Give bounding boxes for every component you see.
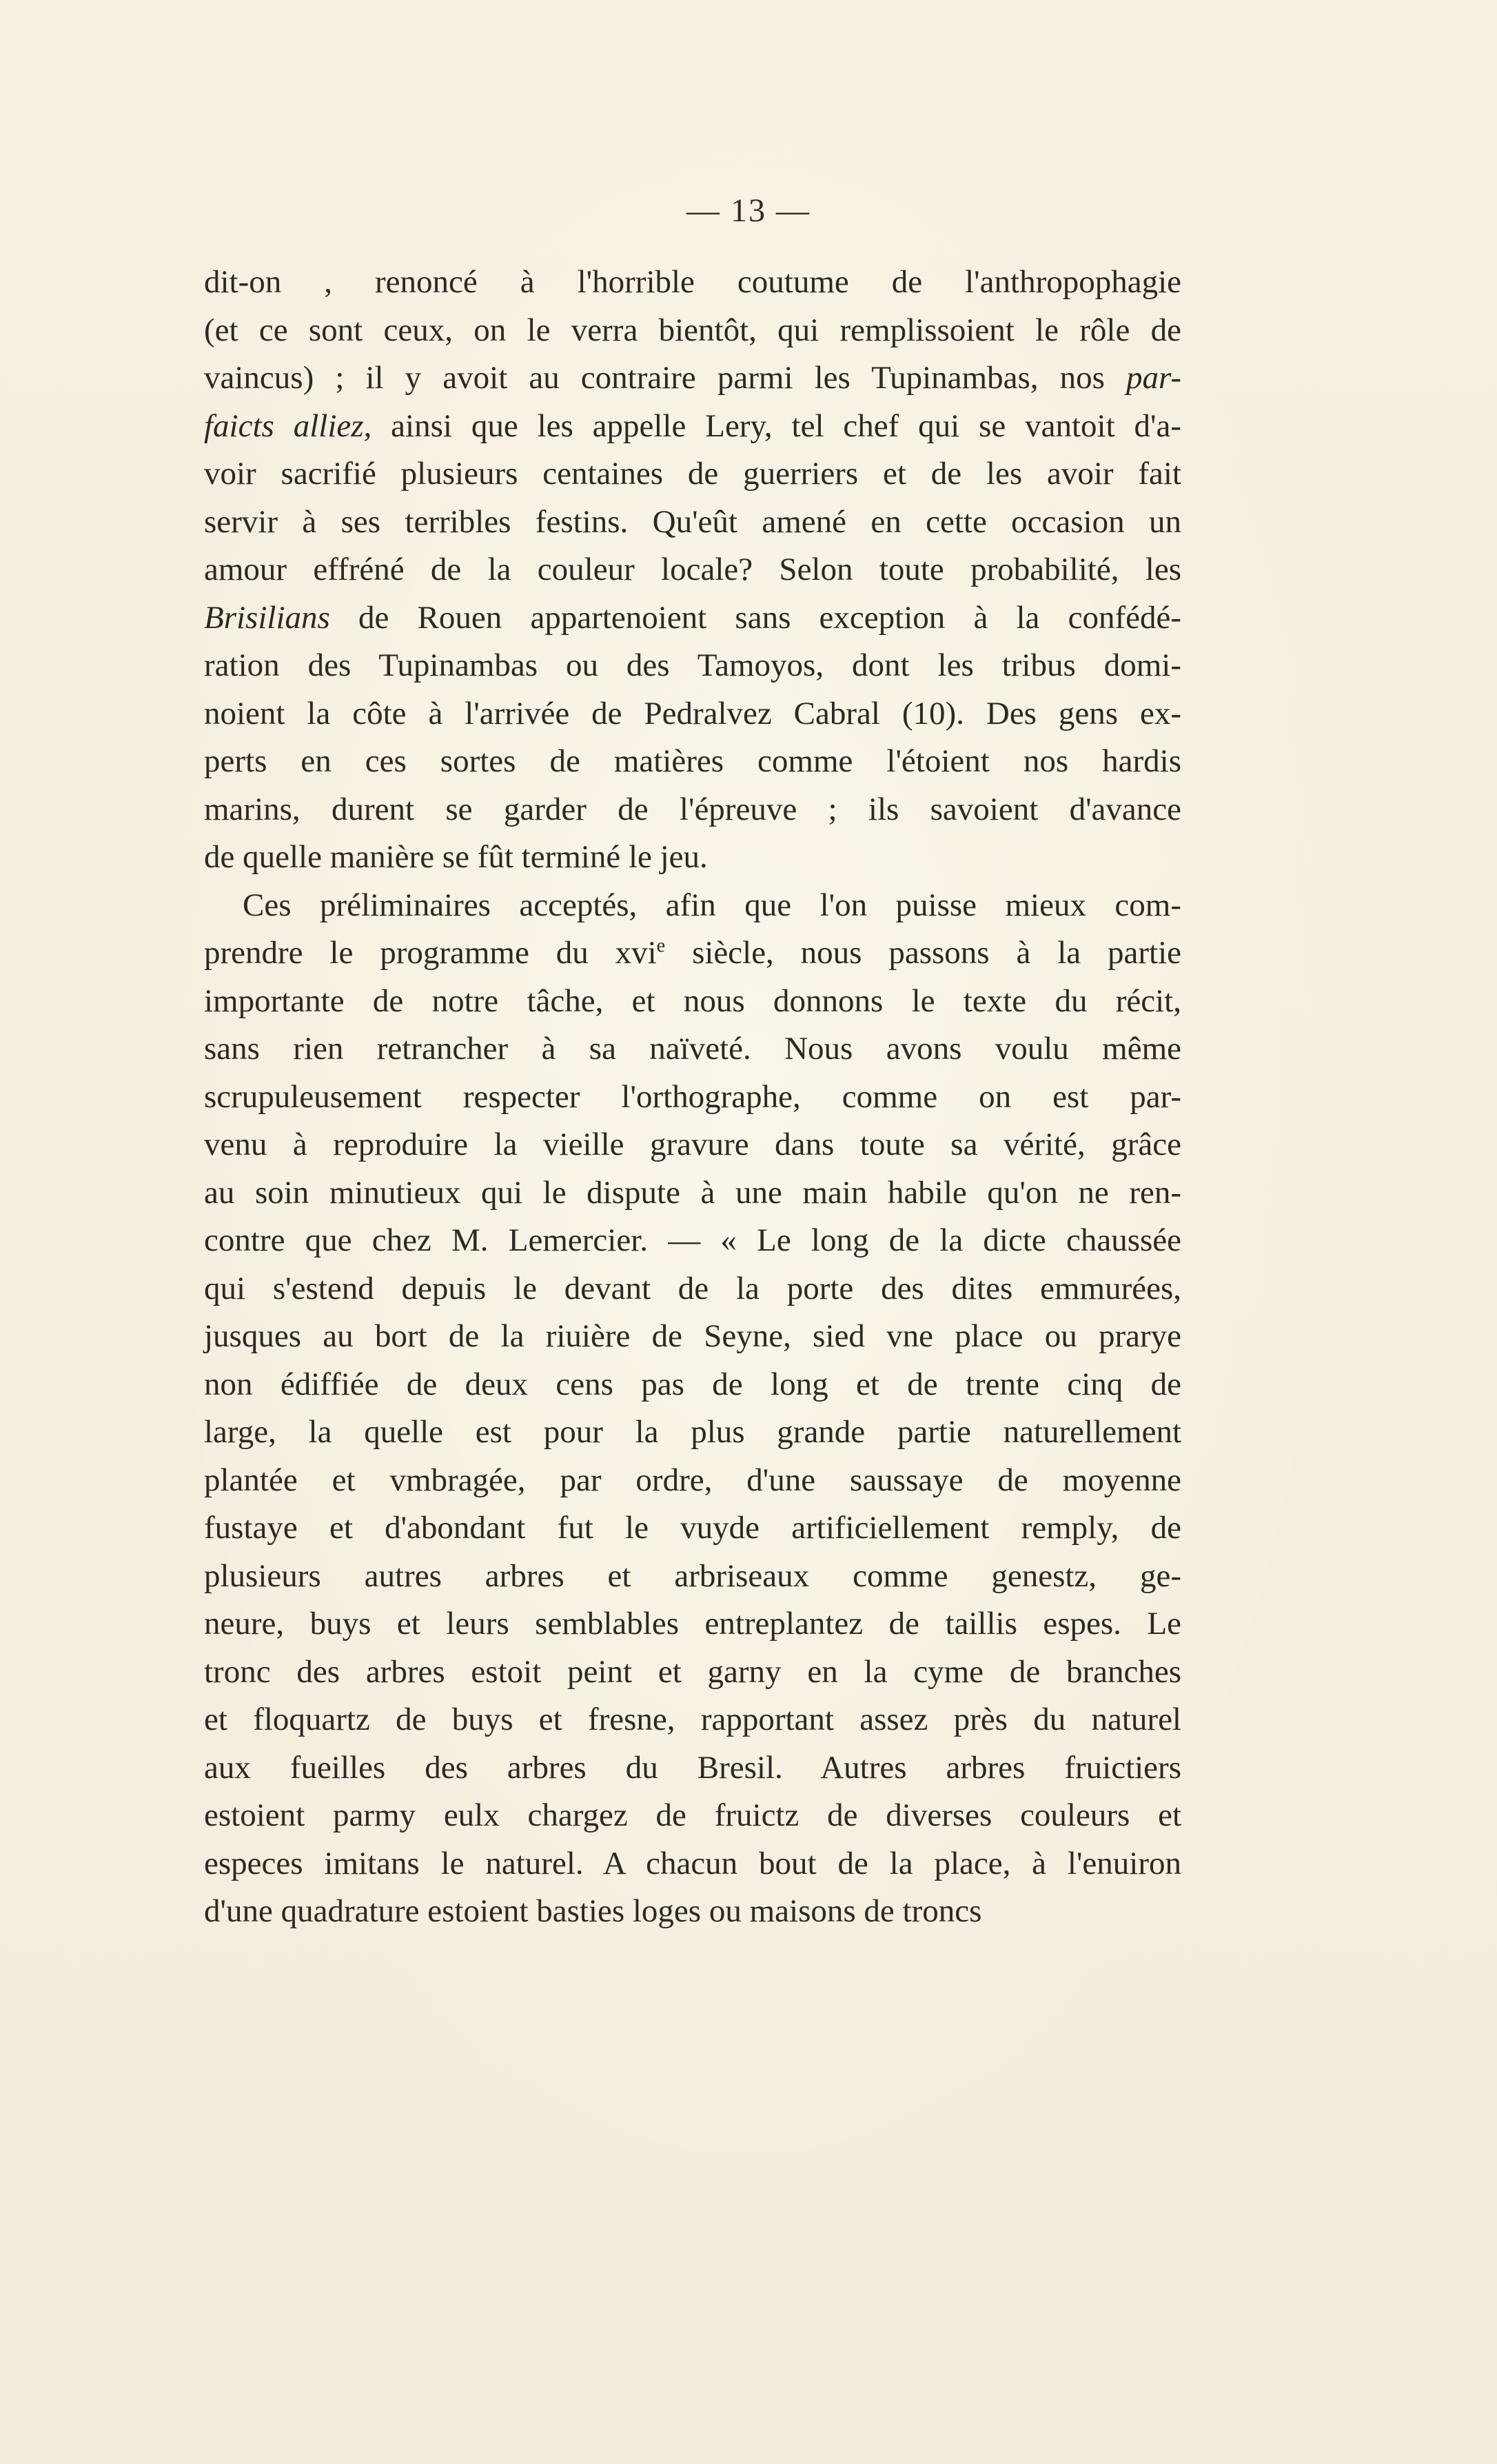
text-run: non édiffiée de deux cens pas de long et de trente cinq de [204, 1366, 1181, 1402]
text-run: large, la quelle est pour la plus grande partie naturellement [204, 1414, 1181, 1450]
text-line [204, 1888, 1181, 1936]
text-line [204, 1504, 1181, 1553]
text-line [204, 546, 1181, 594]
text-run: neure, buys et leurs semblables entreplantez de taillis espes. Le [204, 1606, 1181, 1642]
text-run: plantée et vmbragée, par ordre, d'une saussaye de moyenne [204, 1462, 1181, 1498]
text-line [204, 929, 1181, 978]
text-line [204, 786, 1181, 834]
text-run: au soin minutieux qui le dispute à une main habile qu'on ne ren- [204, 1174, 1181, 1211]
text-run: faicts alliez, [204, 407, 372, 444]
text-run: et floquartz de buys et fresne, rapportant assez près du naturel [204, 1701, 1181, 1737]
text-line [204, 1169, 1181, 1218]
text-run: par- [1126, 360, 1181, 396]
text-line [204, 354, 1181, 403]
page-number: — 13 — [686, 192, 811, 229]
text-run: servir à ses terribles festins. Qu'eût amené en cette occasion un [204, 503, 1181, 540]
text-run: perts en ces sortes de matières comme l'étoient nos hardis [204, 743, 1181, 779]
text-run: (et ce sont ceux, on le verra bientôt, qui remplissoient le rôle de [204, 312, 1181, 348]
text-line [204, 1121, 1181, 1169]
text-line [204, 1792, 1181, 1840]
text-run: plusieurs autres arbres et arbriseaux comme genestz, ge- [204, 1557, 1181, 1594]
text-line [204, 1217, 1181, 1265]
text-line [204, 978, 1181, 1026]
text-line [204, 450, 1181, 498]
text-run: importante de notre tâche, et nous donnons le texte du récit, [204, 982, 1181, 1019]
text-line [204, 259, 1181, 307]
paragraph [204, 882, 1181, 1936]
text-run: ration des Tupinambas ou des Tamoyos, dont les tribus domi- [204, 647, 1181, 683]
text-run: qui s'estend depuis le devant de la porte des dites emmurées, [204, 1270, 1181, 1306]
text-line [204, 882, 1181, 930]
text-line [204, 1648, 1181, 1697]
text-line [204, 1457, 1181, 1505]
text-line [204, 1696, 1181, 1744]
text-line [204, 1073, 1181, 1122]
text-run: amour effréné de la couleur locale? Selon toute probabilité, les [204, 552, 1181, 587]
text-run: Brisilians [204, 599, 330, 636]
text-run: estoient parmy eulx chargez de fruictz de diverses couleurs et [204, 1797, 1181, 1833]
text-run: scrupuleusement respecter l'orthographe, comme on est par- [204, 1078, 1181, 1115]
text-run: fustaye et d'abondant fut le vuyde artificiellement remply, de [204, 1510, 1181, 1546]
text-line [204, 642, 1181, 690]
text-line [204, 738, 1181, 786]
text-line [204, 307, 1181, 355]
text-line [204, 690, 1181, 738]
text-run: d'une quadrature estoient basties loges ou maisons de troncs [204, 1893, 982, 1929]
paragraph [204, 259, 1181, 882]
text-line [204, 1025, 1181, 1073]
text-run: vaincus) ; il y avoit au contraire parmi les Tupinambas, nos [204, 360, 1126, 396]
text-run: ainsi que les appelle Lery, tel chef qui se vantoit d'a- [371, 407, 1182, 444]
text-line [204, 1408, 1181, 1457]
text-line [204, 403, 1181, 451]
text-run: Ces préliminaires acceptés, afin que l'on puisse mieux com- [243, 887, 1181, 923]
text-run: jusques au bort de la riuière de Seyne, sied vne place ou prarye [204, 1318, 1181, 1354]
text-run: tronc des arbres estoit peint et garny en la cyme de branches [204, 1653, 1181, 1690]
body-text [204, 259, 1181, 1936]
text-run: venu à reproduire la vieille gravure dans toute sa vérité, grâce [204, 1127, 1181, 1162]
text-run: prendre le programme du xvi [204, 935, 657, 971]
text-line [204, 1744, 1181, 1793]
text-line [204, 1265, 1181, 1313]
text-line [204, 1361, 1181, 1409]
text-line [204, 1553, 1181, 1601]
text-run: siècle, nous passons à la partie [665, 935, 1181, 971]
text-run: marins, durent se garder de l'épreuve ; ils savoient d'avance [204, 791, 1181, 827]
text-run: aux fueilles des arbres du Bresil. Autres arbres fruictiers [204, 1749, 1181, 1786]
text-run: sans rien retrancher à sa naïveté. Nous avons voulu même [204, 1031, 1181, 1067]
text-run: noient la côte à l'arrivée de Pedralvez Cabral (10). Des gens ex- [204, 695, 1181, 731]
text-line [204, 1600, 1181, 1648]
text-line [204, 834, 1181, 882]
text-run: dit-on , renoncé à l'horrible coutume de l'anthropophagie [204, 264, 1181, 300]
text-run: de quelle manière se fût terminé le jeu. [204, 839, 708, 875]
text-run: contre que chez M. Lemercier. — « Le long de la dicte chaussée [204, 1222, 1181, 1258]
text-run: de Rouen appartenoient sans exception à la confédé- [329, 599, 1181, 636]
text-line [204, 1840, 1181, 1888]
text-line [204, 1313, 1181, 1361]
text-line [204, 594, 1181, 643]
text-line [204, 498, 1181, 547]
text-run: especes imitans le naturel. A chacun bout de la place, à l'enuiron [204, 1845, 1181, 1881]
text-run: voir sacrifié plusieurs centaines de guerriers et de les avoir fait [204, 456, 1181, 492]
text-run: e [656, 935, 666, 957]
